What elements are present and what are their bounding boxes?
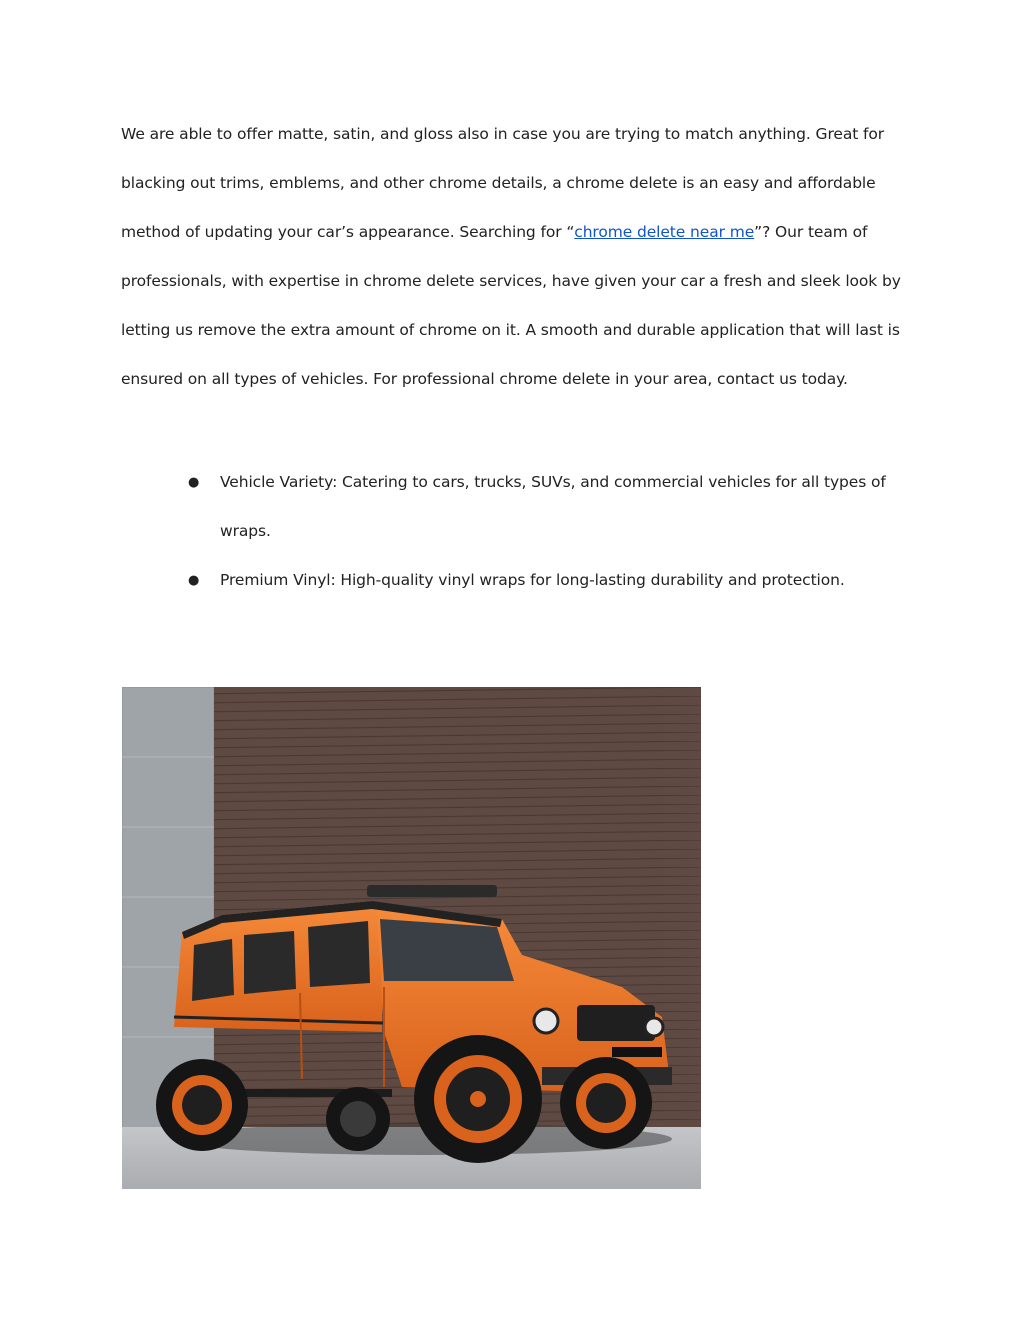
front-wheel (414, 1035, 542, 1163)
list-item-text: Premium Vinyl: High-quality vinyl wraps for long-lasting durability and protection. (220, 571, 845, 589)
bullet-marker: ● (188, 475, 200, 490)
paragraph-line: blacking out trims, emblems, and other chrome details, a chrome delete is an easy and affordable (121, 174, 876, 192)
paragraph-text: ”? Our team of (754, 223, 868, 241)
paragraph-line: professionals, with expertise in chrome delete services, have given your car a fresh and sleek look by (121, 272, 901, 290)
bullet-marker: ● (188, 573, 200, 588)
paragraph-line: We are able to offer matte, satin, and gloss also in case you are trying to match anything. Great for (121, 125, 885, 143)
feature-list (0, 458, 1024, 605)
chrome-delete-link[interactable]: chrome delete near me (574, 223, 755, 241)
list-item-text: wraps. (220, 522, 271, 540)
suv-illustration (122, 687, 701, 1189)
paragraph-line (121, 208, 911, 257)
list-item-text: Vehicle Variety: Catering to cars, trucks, SUVs, and commercial vehicles for all types of (220, 473, 886, 491)
front-right-wheel (560, 1057, 652, 1149)
paragraph-line: letting us remove the extra amount of chrome on it. A smooth and durable application that will last is (121, 321, 900, 339)
list-item (0, 458, 1024, 556)
rear-wheel (156, 1059, 248, 1151)
orange-suv-photo (122, 687, 701, 1189)
list-item (0, 556, 1024, 605)
body-paragraph (121, 110, 911, 404)
rear-right-wheel (326, 1087, 390, 1151)
paragraph-line: ensured on all types of vehicles. For professional chrome delete in your area, contact us today. (121, 370, 848, 388)
paragraph-text: method of updating your car’s appearance. Searching for “ (121, 223, 575, 241)
